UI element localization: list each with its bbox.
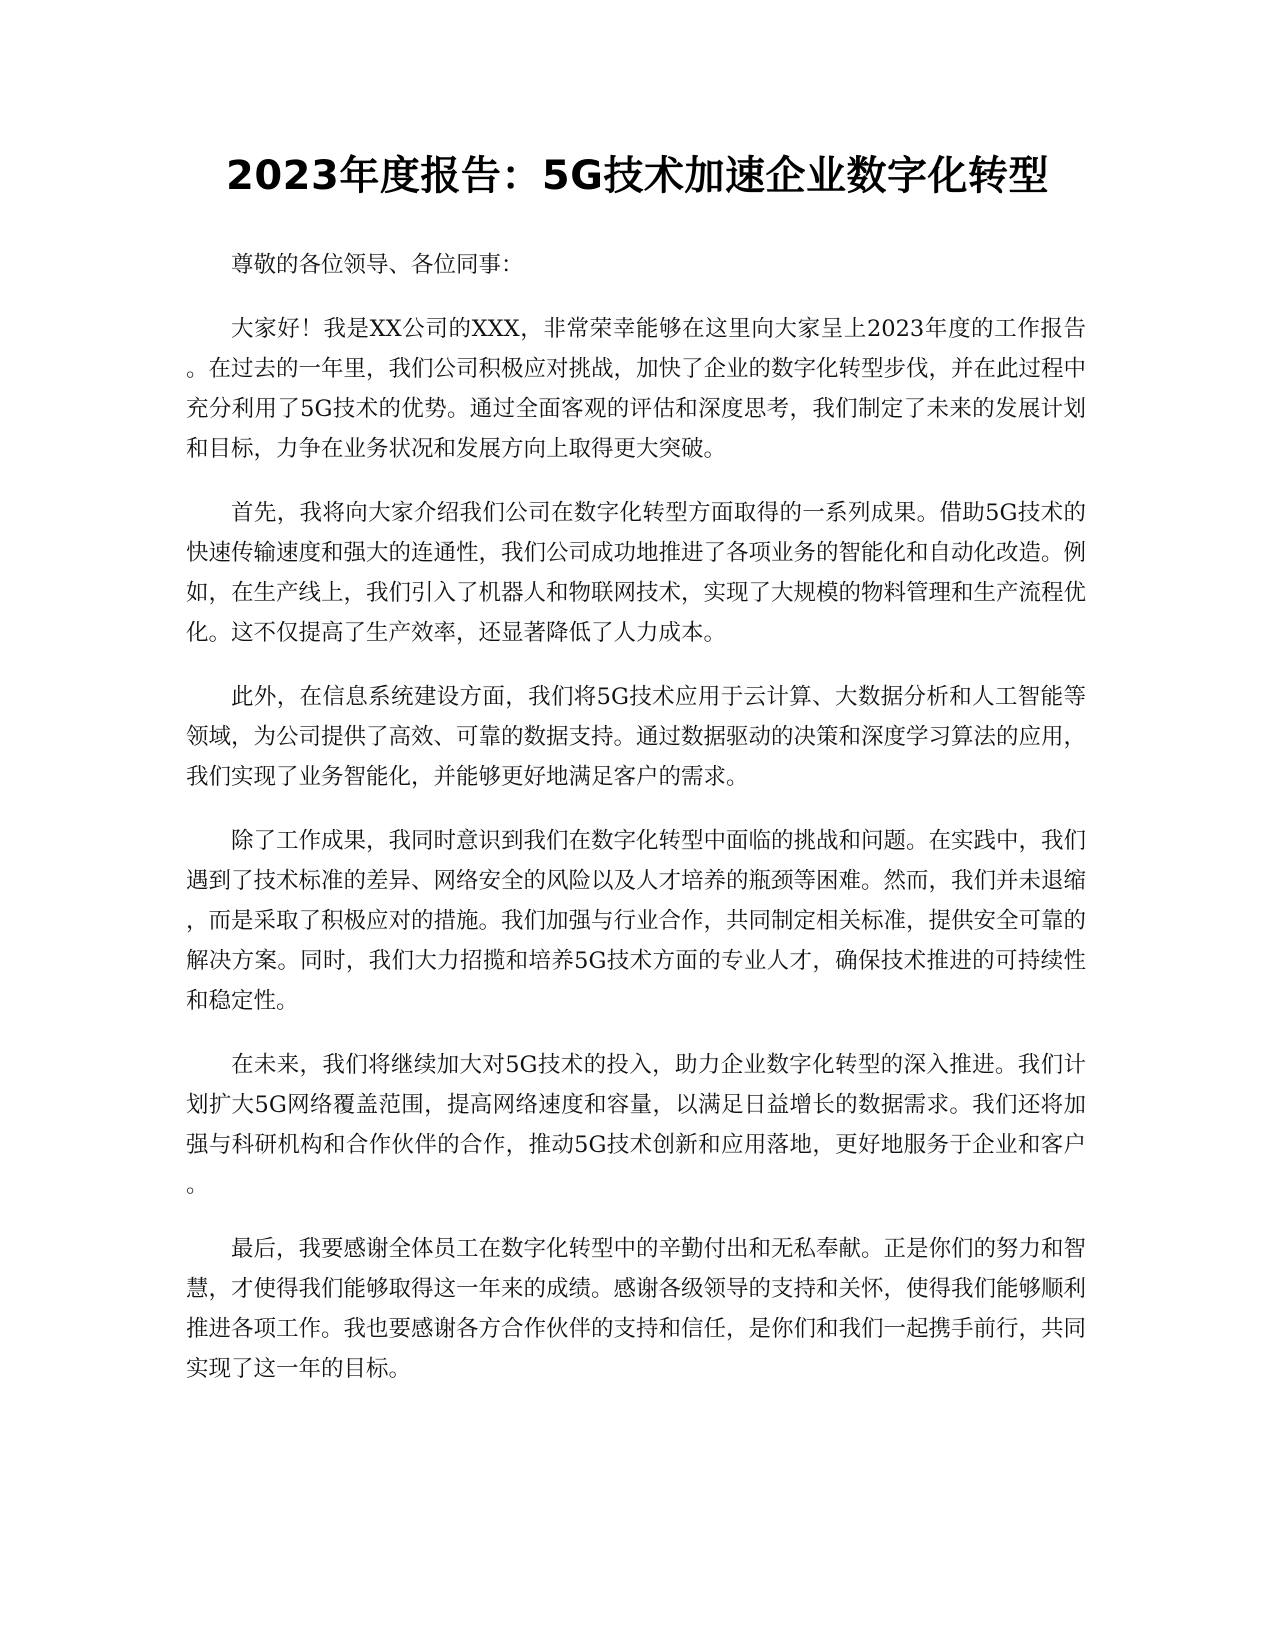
- body-paragraph: 大家好！我是XX公司的XXX，非常荣幸能够在这里向大家呈上2023年度的工作报告。在过去的一年里，我们公司积极应对挑战，加快了企业的数字化转型步伐，并在此过程中充分利用了5G技术的优势。通过全面客观的评估和深度思考，我们制定了未来的发展计划和目标，力争在业务状况和发展方向上取得更大突破。: [186, 316, 1087, 462]
- document-title: 2023年度报告：5G技术加速企业数字化转型: [226, 153, 1049, 199]
- body-paragraph: 除了工作成果，我同时意识到我们在数字化转型中面临的挑战和问题。在实践中，我们遇到了技术标准的差异、网络安全的风险以及人才培养的瓶颈等困难。然而，我们并未退缩，而是采取了积极应对的措施。我们加强与行业合作，共同制定相关标准，提供安全可靠的解决方案。同时，我们大力招揽和培养5G技术方面的专业人才，确保技术推进的可持续性和稳定性。: [186, 828, 1087, 1014]
- document-body: [186, 245, 1086, 1389]
- body-paragraph: 在未来，我们将继续加大对5G技术的投入，助力企业数字化转型的深入推进。我们计划扩大5G网络覆盖范围，提高网络速度和容量，以满足日益增长的数据需求。我们还将加强与科研机构和合作伙伴的合作，推动5G技术创新和应用落地，更好地服务于企业和客户。: [186, 1052, 1086, 1198]
- body-paragraph: 首先，我将向大家介绍我们公司在数字化转型方面取得的一系列成果。借助5G技术的快速传输速度和强大的连通性，我们公司成功地推进了各项业务的智能化和自动化改造。例如，在生产线上，我们引入了机器人和物联网技术，实现了大规模的物料管理和生产流程优化。这不仅提高了生产效率，还显著降低了人力成本。: [186, 500, 1087, 646]
- salutation-paragraph: 尊敬的各位领导、各位同事：: [231, 252, 524, 278]
- closing-paragraph: 最后，我要感谢全体员工在数字化转型中的辛勤付出和无私奉献。正是你们的努力和智慧，才使得我们能够取得这一年来的成绩。感谢各级领导的支持和关怀，使得我们能够顺利推进各项工作。我也要感谢各方合作伙伴的支持和信任，是你们和我们一起携手前行，共同实现了这一年的目标。: [186, 1236, 1087, 1382]
- body-paragraph: 此外，在信息系统建设方面，我们将5G技术应用于云计算、大数据分析和人工智能等领域，为公司提供了高效、可靠的数据支持。通过数据驱动的决策和深度学习算法的应用，我们实现了业务智能化，并能够更好地满足客户的需求。: [186, 684, 1087, 790]
